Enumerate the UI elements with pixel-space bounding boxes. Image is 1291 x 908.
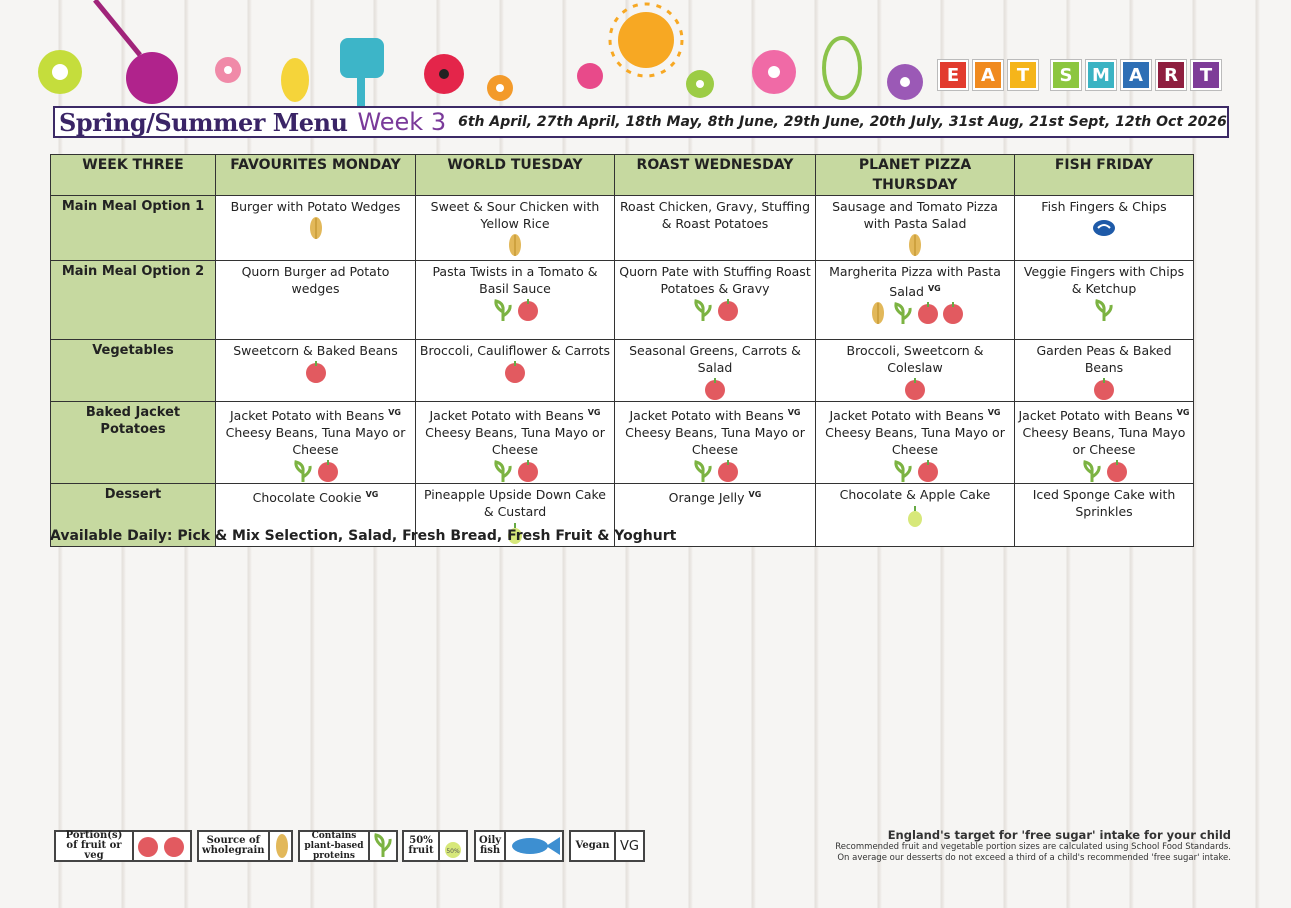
logo-letter-tile: E — [938, 60, 968, 90]
row-label: Main Meal Option 1 — [51, 196, 216, 261]
plant-protein-icon — [691, 298, 715, 322]
menu-cell — [216, 402, 416, 484]
vegan-marker: VG — [987, 408, 1001, 417]
wholegrain-icon — [304, 216, 328, 240]
orange-flower-icon — [487, 75, 513, 101]
logo-letter-tile: M — [1086, 60, 1116, 90]
nutrition-icons — [618, 377, 812, 401]
dish-name: Iced Sponge Cake with Sprinkles — [1032, 487, 1176, 520]
legend-fruit-veg — [54, 830, 192, 862]
legend-oily-fish — [474, 830, 564, 862]
fruit-veg-icon — [941, 301, 965, 325]
dish-name: Sweet & Sour Chicken with Yellow Rice — [430, 199, 600, 231]
potato-masher-icon — [340, 38, 384, 108]
legend-wholegrain-label: Source of wholegrain — [202, 835, 265, 856]
yellow-flower-icon — [281, 58, 309, 102]
dish-name: Jacket Potato with Beans — [229, 408, 385, 424]
footnote — [835, 828, 1231, 864]
dish-name: Sweetcorn & Baked Beans — [233, 343, 398, 358]
fruit-veg-icon — [304, 360, 328, 384]
menu-cell — [615, 196, 816, 261]
dish-name: Broccoli, Sweetcorn & Coleslaw — [846, 343, 984, 375]
logo-letter-tile: T — [1008, 60, 1038, 90]
plant-protein-icon — [691, 459, 715, 483]
legend-plant-protein — [298, 830, 398, 862]
red-flower-icon — [424, 54, 464, 94]
wholegrain-icon — [272, 833, 292, 859]
menu-cell — [816, 196, 1015, 261]
column-header: WORLD TUESDAY — [416, 155, 615, 196]
menu-cell — [1015, 402, 1194, 484]
table-row — [51, 340, 1194, 402]
dish-name: Orange Jelly — [668, 490, 745, 506]
table-header-row — [51, 155, 1194, 196]
wholegrain-icon — [903, 233, 927, 257]
lime-flower-icon — [38, 50, 82, 94]
vegan-marker: VG — [587, 408, 601, 417]
menu-cell — [216, 196, 416, 261]
nutrition-icons — [419, 360, 611, 384]
available-daily: Available Daily: Pick & Mix Selection, Salad, Fresh Bread, Fresh Fruit & Yoghurt — [50, 528, 677, 544]
wholegrain-icon — [503, 233, 527, 257]
fruit-veg-icon — [1092, 377, 1116, 401]
week-label: Week 3 — [357, 108, 447, 136]
table-row — [51, 261, 1194, 340]
plant-protein-icon — [491, 298, 515, 322]
logo-letter-tile: T — [1191, 60, 1221, 90]
vegan-marker: VG — [927, 284, 941, 293]
fruit-veg-icon — [916, 459, 940, 483]
fruit-veg-icon — [516, 298, 540, 322]
pink-flower-large-icon — [752, 50, 796, 94]
footnote-line-3: On average our desserts do not exceed a third of a child's recommended 'free sugar' intake. — [837, 853, 1231, 863]
menu-cell — [615, 340, 816, 402]
dish-name: Quorn Burger ad Potato wedges — [241, 264, 390, 296]
dish-name: Burger with Potato Wedges — [230, 199, 401, 214]
nutrition-icons — [819, 377, 1011, 401]
plant-protein-icon — [1080, 459, 1104, 483]
column-header: PLANET PIZZA THURSDAY — [816, 155, 1015, 196]
dish-name: Fish Fingers & Chips — [1041, 199, 1167, 214]
plant-protein-icon — [291, 459, 315, 483]
fruit-veg-icon — [1105, 459, 1129, 483]
row-label: Dessert — [51, 484, 216, 547]
vegan-marker: VG — [365, 490, 379, 500]
dish-name: Seasonal Greens, Carrots & Salad — [629, 343, 801, 375]
page-title: Spring/Summer Menu — [59, 107, 348, 137]
vegan-marker: VG — [787, 408, 801, 417]
row-label: Vegetables — [51, 340, 216, 402]
menu-dates: 6th April, 27th April, 18th May, 8th June, 29th June, 20th July, 31st Aug, 21st Sept, 12th Oct 2026 — [458, 114, 1227, 130]
nutrition-icons — [419, 459, 611, 483]
ladybird-icon — [577, 63, 603, 89]
fruit-veg-icon — [703, 377, 727, 401]
sun-icon — [610, 4, 682, 76]
fruit-50-icon — [903, 504, 927, 528]
column-header: FISH FRIDAY — [1015, 155, 1194, 196]
column-header: ROAST WEDNESDAY — [615, 155, 816, 196]
row-label: Main Meal Option 2 — [51, 261, 216, 340]
footnote-line-1: England's target for 'free sugar' intake for your child — [887, 828, 1231, 842]
menu-cell — [816, 402, 1015, 484]
dish-options: Cheesy Beans, Tuna Mayo or Cheese — [425, 425, 605, 458]
nutrition-icons — [819, 459, 1011, 483]
dish-name: Roast Chicken, Gravy, Stuffing & Roast Potatoes — [619, 199, 811, 231]
column-header: WEEK THREE — [51, 155, 216, 196]
fruit-veg-icon — [316, 459, 340, 483]
menu-cell — [416, 340, 615, 402]
dish-name: Jacket Potato with Beans — [1018, 408, 1173, 424]
nutrition-icons — [219, 459, 412, 483]
nutrition-icons — [819, 504, 1011, 528]
wholegrain-icon — [866, 301, 890, 325]
menu-cell — [816, 484, 1015, 547]
dish-name: Jacket Potato with Beans — [629, 408, 784, 424]
fruit-veg-icon — [903, 377, 927, 401]
legend-fruit-veg-label: Portion(s) of fruit or veg — [65, 830, 123, 861]
legend-vegan — [569, 830, 645, 862]
menu-cell — [615, 402, 816, 484]
legend-fruit-50 — [402, 830, 468, 862]
dish-name: Margherita Pizza with Pasta Salad — [829, 264, 1001, 300]
legend-wholegrain — [197, 830, 293, 862]
plant-protein-icon — [372, 833, 394, 859]
nutrition-icons — [1018, 298, 1190, 322]
green-flower-icon — [686, 70, 714, 98]
pink-flower-icon — [215, 57, 241, 83]
eat-smart-logo — [938, 60, 1221, 90]
fruit-veg-icon — [716, 298, 740, 322]
fruit-veg-icon — [916, 301, 940, 325]
nutrition-icons — [219, 216, 412, 240]
whisk-icon — [824, 38, 860, 98]
table-row — [51, 196, 1194, 261]
dish-options: Cheesy Beans, Tuna Mayo or Cheese — [1022, 425, 1186, 458]
legend-plant-label: Contains plant-based proteins — [304, 831, 364, 861]
nutrition-icons — [819, 301, 1011, 325]
menu-cell — [216, 340, 416, 402]
dish-name: Pineapple Upside Down Cake & Custard — [424, 487, 606, 520]
purple-spatula-icon — [95, 0, 178, 104]
menu-cell — [416, 402, 615, 484]
logo-letter-tile: A — [1121, 60, 1151, 90]
nutrition-icons — [1018, 459, 1190, 483]
dish-name: Sausage and Tomato Pizza with Pasta Salad — [832, 199, 998, 231]
dish-options: Cheesy Beans, Tuna Mayo or Cheese — [225, 425, 406, 458]
menu-cell — [416, 196, 615, 261]
dish-name: Jacket Potato with Beans — [429, 408, 584, 424]
row-label: Baked Jacket Potatoes — [51, 402, 216, 484]
nutrition-icons — [219, 360, 412, 384]
nutrition-icons — [819, 233, 1011, 257]
menu-cell — [1015, 340, 1194, 402]
vegan-marker: VG — [1176, 408, 1190, 417]
msc-icon — [1092, 216, 1116, 240]
plant-protein-icon — [891, 459, 915, 483]
menu-table — [50, 154, 1194, 547]
logo-letter-tile: R — [1156, 60, 1186, 90]
fruit-veg-icon — [136, 834, 188, 858]
legend-fruit50-label: 50% fruit — [408, 835, 434, 856]
column-header: FAVOURITES MONDAY — [216, 155, 416, 196]
fruit-veg-icon — [516, 459, 540, 483]
title-bar — [53, 106, 1229, 138]
menu-cell — [1015, 196, 1194, 261]
menu-cell — [1015, 261, 1194, 340]
legend-vegan-label: Vegan — [575, 840, 610, 851]
plant-protein-icon — [891, 301, 915, 325]
vegan-marker: VG — [748, 490, 762, 500]
plant-protein-icon — [491, 459, 515, 483]
dish-options: Cheesy Beans, Tuna Mayo or Cheese — [825, 425, 1005, 458]
vegan-marker: VG — [388, 408, 401, 417]
menu-cell — [816, 261, 1015, 340]
fruit-veg-icon — [716, 459, 740, 483]
header-illustrations — [0, 0, 940, 108]
menu-cell — [416, 261, 615, 340]
fruit-50-badge: 50% — [446, 848, 460, 855]
dish-name: Broccoli, Cauliflower & Carrots — [419, 343, 611, 358]
logo-letter-tile: S — [1051, 60, 1081, 90]
vg-badge: VG — [614, 832, 643, 860]
dish-name: Jacket Potato with Beans — [829, 408, 984, 424]
fish-icon — [508, 834, 562, 858]
dish-name: Pasta Twists in a Tomato & Basil Sauce — [432, 264, 598, 296]
dish-name: Chocolate Cookie — [252, 490, 362, 506]
pear-icon — [442, 833, 464, 859]
dish-options: Cheesy Beans, Tuna Mayo or Cheese — [625, 425, 805, 458]
nutrition-icons — [618, 298, 812, 322]
dish-name: Veggie Fingers with Chips & Ketchup — [1023, 264, 1185, 296]
nutrition-icons — [618, 459, 812, 483]
legend-oily-label: Oily fish — [479, 835, 502, 856]
nutrition-icons — [419, 298, 611, 322]
nutrition-icons — [419, 233, 611, 257]
fruit-veg-icon — [503, 360, 527, 384]
violet-flower-icon — [887, 64, 923, 100]
dish-name: Garden Peas & Baked Beans — [1036, 343, 1172, 375]
menu-cell — [615, 261, 816, 340]
table-row — [51, 402, 1194, 484]
dish-name: Chocolate & Apple Cake — [839, 487, 991, 503]
nutrition-icons — [1018, 377, 1190, 401]
nutrition-icons — [1018, 216, 1190, 240]
logo-letter-tile: A — [973, 60, 1003, 90]
dish-name: Quorn Pate with Stuffing Roast Potatoes & Gravy — [619, 264, 811, 296]
plant-protein-icon — [1092, 298, 1116, 322]
menu-cell — [1015, 484, 1194, 547]
menu-cell — [216, 261, 416, 340]
menu-cell — [816, 340, 1015, 402]
footnote-line-2: Recommended fruit and vegetable portion sizes are calculated using School Food Standards. — [835, 842, 1231, 852]
